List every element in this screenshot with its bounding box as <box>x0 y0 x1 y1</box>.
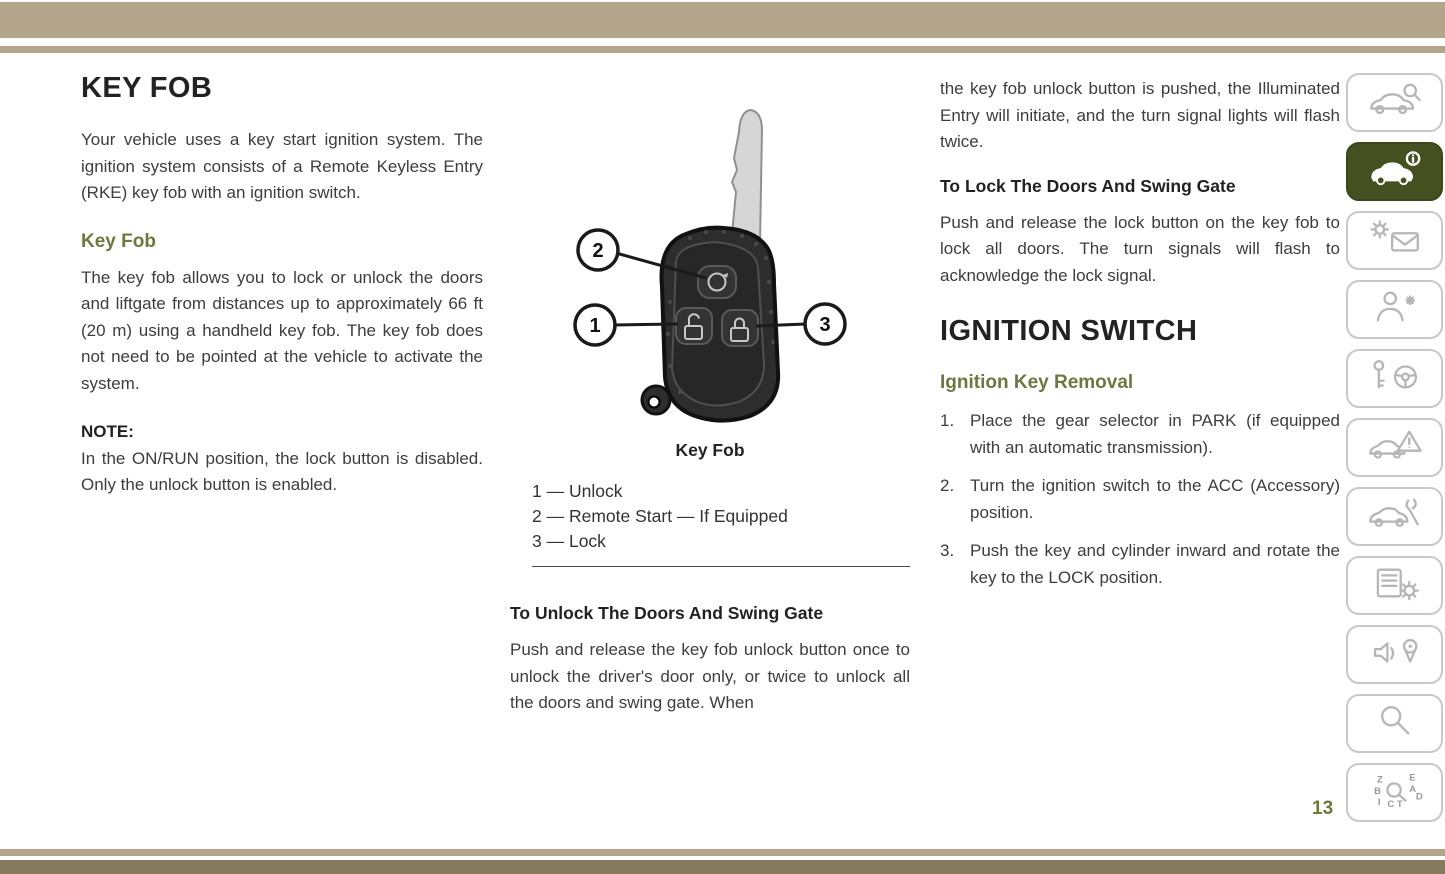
key-fob-body-paragraph: The key fob allows you to lock or unlock the doors and liftgate from distances up to approximately 66 ft (20 m) using a handheld key fob. The key fob does not need to be pointed at the vehicle to activate the system. <box>81 267 483 393</box>
svg-text:T: T <box>1396 799 1403 809</box>
svg-text:C: C <box>1386 799 1394 809</box>
step-number: 2. <box>940 476 955 495</box>
car-info-icon <box>1367 150 1423 193</box>
unlock-doors-paragraph: Push and release the key fob unlock button once to unlock the driver's door only, or twice to unlock all the doors and swing gate. When <box>510 640 910 712</box>
alphabetical-index-icon <box>1367 771 1423 814</box>
list-item <box>940 408 1340 461</box>
nav-tab-11[interactable] <box>1346 763 1443 822</box>
legend-item-2: 2 — Remote Start — If Equipped <box>532 506 788 526</box>
nav-tab-10[interactable] <box>1346 694 1443 753</box>
callout-1-label: 1 <box>589 315 601 337</box>
ignition-steps-list <box>940 408 1340 591</box>
legend-item-1: 1 — Unlock <box>532 481 623 501</box>
key-fob-subheading: Key Fob <box>81 230 156 252</box>
car-wrench-icon <box>1367 495 1423 538</box>
magnifier-icon <box>1367 702 1423 745</box>
left-column <box>81 72 483 499</box>
unlock-doors-heading: To Unlock The Doors And Swing Gate <box>510 603 824 623</box>
figure-legend <box>532 479 910 567</box>
key-fob-intro-paragraph: Your vehicle uses a key start ignition system. The ignition system consists of a Remote Keyless Entry (RKE) key fob with an ignition switch. <box>81 130 483 202</box>
key-steering-wheel-icon <box>1367 357 1423 400</box>
car-magnifier-icon <box>1367 81 1423 124</box>
svg-text:A: A <box>1408 783 1416 795</box>
nav-tab-5[interactable] <box>1346 349 1443 408</box>
svg-text:Z: Z <box>1376 774 1383 786</box>
remote-start-button-graphic <box>698 266 736 298</box>
nav-tab-7[interactable] <box>1346 487 1443 546</box>
list-item <box>940 538 1340 591</box>
svg-text:B: B <box>1373 785 1381 797</box>
step-text: Push the key and cylinder inward and rotate the key to the LOCK position. <box>970 541 1340 587</box>
ignition-key-removal-subheading: Ignition Key Removal <box>940 372 1134 393</box>
nav-tab-6[interactable] <box>1346 418 1443 477</box>
svg-text:I: I <box>1377 797 1381 809</box>
page-number: 13 <box>1312 798 1334 819</box>
ignition-switch-title: IGNITION SWITCH <box>940 315 1198 347</box>
middle-column <box>510 72 910 717</box>
bottom-border-bar <box>0 860 1445 874</box>
person-sparkle-icon <box>1367 288 1423 331</box>
nav-tab-3[interactable] <box>1346 211 1443 270</box>
legend-divider <box>532 566 910 567</box>
top-border-line <box>0 46 1445 53</box>
nav-tab-9[interactable] <box>1346 625 1443 684</box>
list-item <box>940 473 1340 526</box>
step-number: 1. <box>940 411 955 430</box>
right-column <box>940 72 1340 603</box>
figure-caption: Key Fob <box>675 440 745 460</box>
step-text: Turn the ignition switch to the ACC (Accessory) position. <box>970 476 1340 522</box>
nav-tab-8[interactable] <box>1346 556 1443 615</box>
chapter-nav-rail <box>1346 73 1443 832</box>
svg-text:D: D <box>1415 791 1423 803</box>
lock-doors-paragraph: Push and release the lock button on the key fob to lock all doors. The turn signals will flash to acknowledge the lock signal. <box>940 212 1340 285</box>
top-border-bar <box>0 2 1445 38</box>
unlock-doors-continuation: the key fob unlock button is pushed, the Illuminated Entry will initiate, and the turn signal lights will flash twice. <box>940 79 1340 151</box>
callout-3-label: 3 <box>819 314 831 336</box>
legend-item-3: 3 — Lock <box>532 531 606 551</box>
svg-text:E: E <box>1408 772 1416 784</box>
bottom-border-line <box>0 849 1445 856</box>
sun-envelope-icon <box>1367 219 1423 262</box>
note-text: In the ON/RUN position, the lock button is disabled. Only the unlock button is enabled. <box>81 448 483 494</box>
nav-tab-1[interactable] <box>1346 73 1443 132</box>
step-text: Place the gear selector in PARK (if equipped with an automatic transmission). <box>970 411 1340 457</box>
speaker-location-pin-icon <box>1367 633 1423 676</box>
list-gear-icon <box>1367 564 1423 607</box>
nav-tab-4[interactable] <box>1346 280 1443 339</box>
callout-2-label: 2 <box>592 240 604 262</box>
nav-tab-2-active[interactable] <box>1346 142 1443 201</box>
lock-doors-heading: To Lock The Doors And Swing Gate <box>940 175 1236 196</box>
car-warning-icon <box>1367 426 1423 469</box>
key-fob-illustration <box>510 72 910 432</box>
key-fob-section-title: KEY FOB <box>81 72 213 104</box>
step-number: 3. <box>940 541 955 560</box>
note-label: NOTE: <box>81 422 134 441</box>
